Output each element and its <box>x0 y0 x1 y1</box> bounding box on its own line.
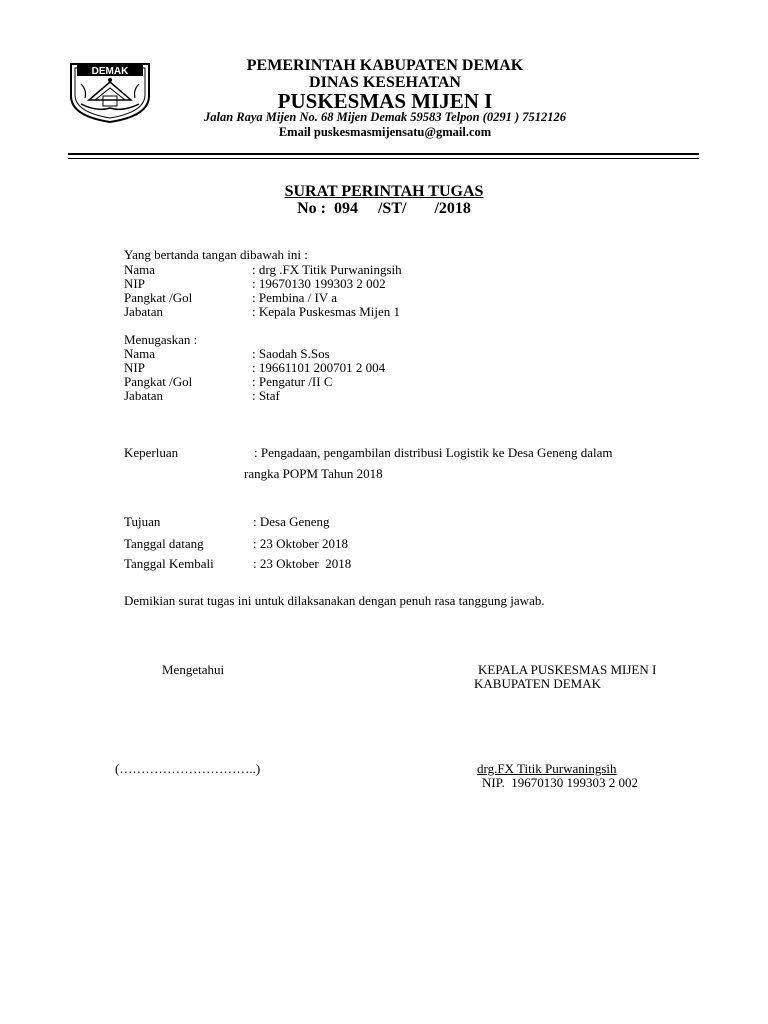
assignee-position-label: Jabatan <box>124 388 163 403</box>
signatory-title-line1: KEPALA PUSKESMAS MIJEN I <box>478 662 657 677</box>
header-divider-thin <box>68 158 699 159</box>
acknowledger-signature-blank: (…………………………..) <box>115 761 261 776</box>
assignee-intro: Menugaskan : <box>124 332 198 347</box>
signer-name-value: : drg .FX Titik Purwaningsih <box>252 262 402 277</box>
signer-rank-label: Pangkat /Gol <box>124 290 193 305</box>
signatory-nip: NIP. 19670130 199303 2 002 <box>482 775 639 790</box>
letterhead-email: Email puskesmasmijensatu@gmail.com <box>278 125 492 139</box>
purpose-value-line1: : Pengadaan, pengambilan distribusi Logistik ke Desa Geneng dalam <box>254 445 613 460</box>
demak-coat-of-arms-logo <box>67 60 153 124</box>
signer-intro: Yang bertanda tangan dibawah ini : <box>124 247 308 262</box>
signatory-name: drg.FX Titik Purwaningsih <box>477 761 617 776</box>
letterhead-address: Jalan Raya Mijen No. 68 Mijen Demak 59583 Telpon (0291 ) 7512126 <box>203 110 567 124</box>
signer-position-label: Jabatan <box>124 304 163 319</box>
document-number: No : 094 /ST/ /2018 <box>297 200 471 217</box>
assignee-nip-label: NIP <box>124 360 145 375</box>
return-date-value: : 23 Oktober 2018 <box>253 556 352 571</box>
assignee-name-label: Nama <box>124 346 156 361</box>
letterhead-government: PEMERINTAH KABUPATEN DEMAK <box>246 57 524 74</box>
header-divider-thick <box>68 153 699 155</box>
assignee-rank-value: : Pengatur /II C <box>252 374 333 389</box>
signer-nip-label: NIP <box>124 276 145 291</box>
destination-value: : Desa Geneng <box>253 514 330 529</box>
letterhead-department: DINAS KESEHATAN <box>309 74 461 91</box>
destination-label: Tujuan <box>124 514 161 529</box>
signer-nip-value: : 19670130 199303 2 002 <box>252 276 386 291</box>
signatory-title-line2: KABUPATEN DEMAK <box>474 676 602 691</box>
document-title: SURAT PERINTAH TUGAS <box>284 183 484 200</box>
assignee-rank-label: Pangkat /Gol <box>124 374 193 389</box>
signer-position-value: : Kepala Puskesmas Mijen 1 <box>252 304 401 319</box>
purpose-label: Keperluan <box>124 445 179 460</box>
logo-text: DEMAK <box>91 66 129 77</box>
purpose-value-line2: rangka POPM Tahun 2018 <box>244 466 383 481</box>
assignee-nip-value: : 19661101 200701 2 004 <box>252 360 386 375</box>
assignee-position-value: : Staf <box>252 388 280 403</box>
assignee-name-value: : Saodah S.Sos <box>252 346 330 361</box>
signer-rank-value: : Pembina / IV a <box>252 290 337 305</box>
arrival-date-value: : 23 Oktober 2018 <box>253 536 348 551</box>
return-date-label: Tanggal Kembali <box>124 556 214 571</box>
signer-name-label: Nama <box>124 262 156 277</box>
arrival-date-label: Tanggal datang <box>124 536 204 551</box>
acknowledged-label: Mengetahui <box>162 662 225 677</box>
closing-statement: Demikian surat tugas ini untuk dilaksanakan dengan penuh rasa tanggung jawab. <box>124 593 545 608</box>
letterhead-institution: PUSKESMAS MIJEN I <box>277 89 493 113</box>
